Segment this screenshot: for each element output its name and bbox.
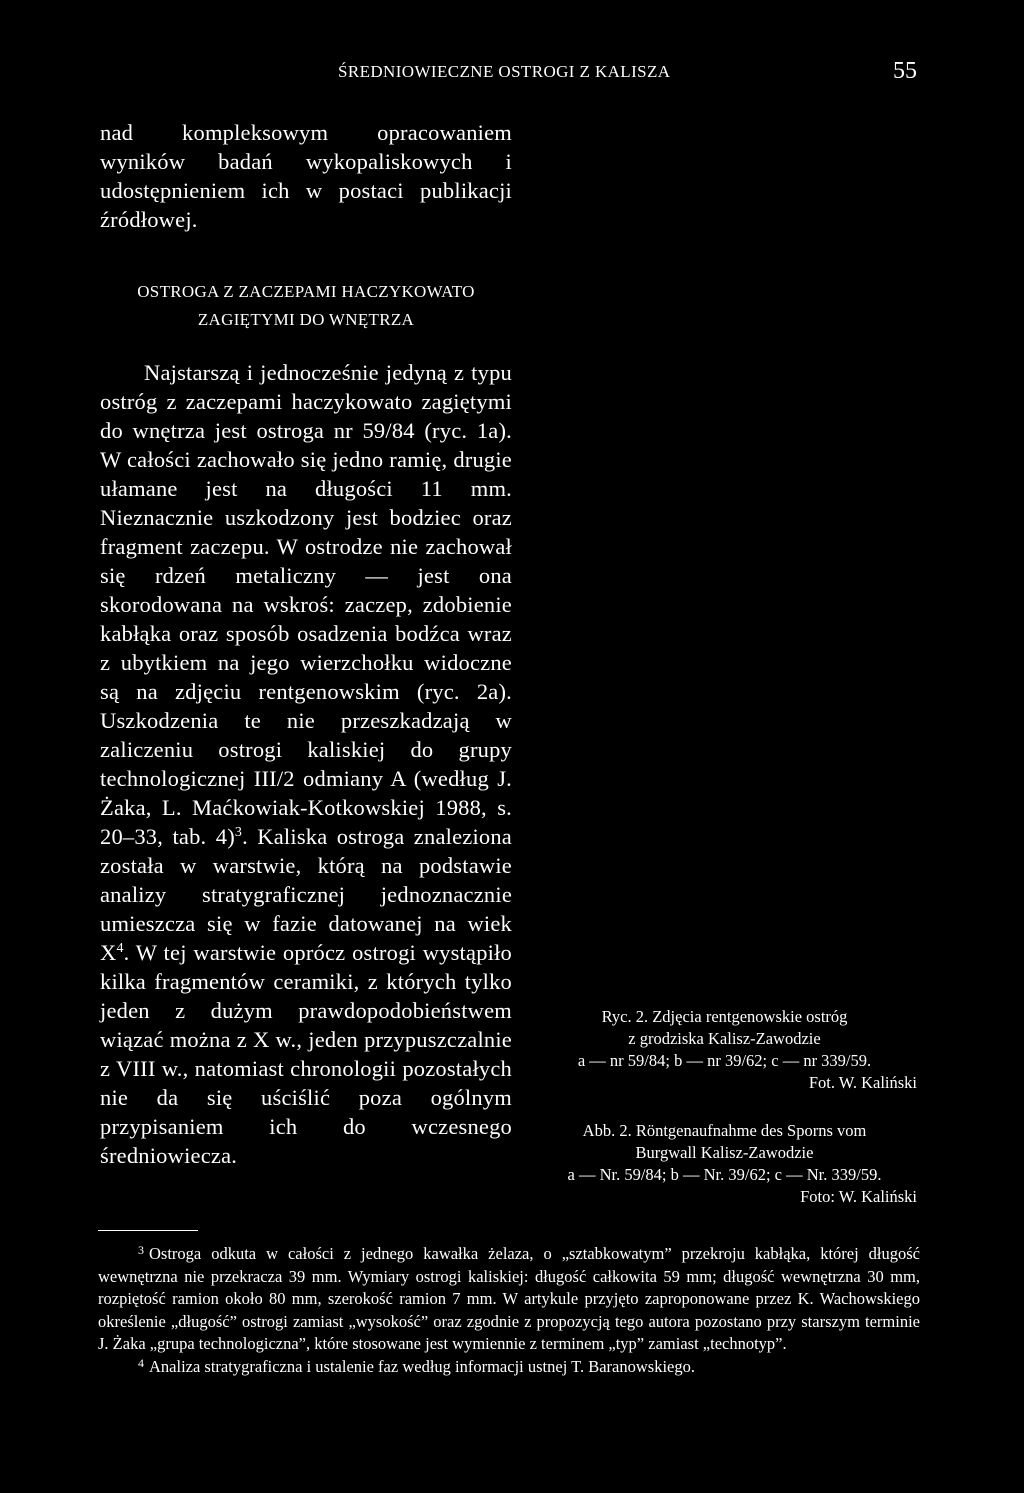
footnote-3-text: Ostroga odkuta w całości z jednego kawałka żelaza, o „sztabkowatym” przekroju kabłąka, której długość wewnętrzna nie przekracza 39 mm. Wymiary ostrogi kaliskiej: długość całkowita 59 mm; długość wewnętrzna 30 mm, rozpiętość ramion około 80 mm, szerokość ramion 7 mm. W artykule przyjęto zaproponowane przez K. Wachowskiego określenie „długość” ostrogi zamiast „wysokość” oraz zgodnie z propozycją tego autora pozostano przy starszym terminie J. Żaka „grupa technologiczna”, które stosowane jest wymiennie z terminem „typ” zamiast „technotyp”. — [98, 1244, 920, 1353]
footnotes — [98, 1243, 920, 1378]
figure-caption-german — [532, 1120, 917, 1208]
footnote-separator — [98, 1230, 198, 1231]
running-title: ŚREDNIOWIECZNE OSTROGI Z KALISZA — [338, 62, 671, 81]
footnote-3 — [98, 1243, 920, 1356]
footnote-4-text: Analiza stratygraficzna i ustalenie faz według informacji ustnej T. Baranowskiego. — [149, 1356, 695, 1376]
caption-de-line-2: Burgwall Kalisz-Zawodzie — [635, 1143, 814, 1162]
caption-de-line-3: a — Nr. 59/84; b — Nr. 39/62; c — Nr. 339/59. — [567, 1165, 882, 1184]
main-text-part-3: . W tej warstwie oprócz ostrogi wystąpiło kilka fragmentów ceramiki, z których tylko jeden z dużym prawdopodobieństwem wiązać można z X w., jeden przypuszczalnie z VIII w., natomiast chronologii pozostałych nie da się uściślić poza ogólnym przypisaniem ich do wczesnego średniowiecza. — [100, 940, 512, 1168]
caption-de-photo-credit: Foto: W. Kaliński — [800, 1187, 917, 1206]
figure-caption-polish — [532, 1006, 917, 1094]
footnote-ref-3[interactable]: 3 — [234, 825, 243, 840]
caption-pl-line-2: z grodziska Kalisz-Zawodzie — [628, 1029, 821, 1048]
page-number: 55 — [893, 58, 917, 84]
main-paragraph — [100, 358, 512, 1170]
footnote-3-mark: 3 — [138, 1243, 144, 1257]
section-heading — [100, 278, 512, 334]
main-text-part-1: Najstarszą i jednocześnie jedyną z typu ostróg z zaczepami haczykowato zagiętymi do wnętrza jest ostroga nr 59/84 (ryc. 1a). W całości zachowało się jedno ramię, drugie ułamane jest na długości 11 mm. Nieznacznie uszkodzony jest bodziec oraz fragment zaczepu. W ostrodze nie zachował się rdzeń metaliczny — jest ona skorodowana na wskroś: zaczep, zdobienie kabłąka oraz sposób osadzenia bodźca wraz z ubytkiem na jego wierzchołku widoczne są na zdjęciu rentgenowskim (ryc. 2a). Uszkodzenia te nie przeszkadzają w zaliczeniu ostrogi kaliskiej do grupy technologicznej III/2 odmiany A (według J. Żaka, L. Maćkowiak-Kotkowskiej 1988, s. 20–33, tab. 4) — [100, 360, 512, 849]
footnote-4-mark: 4 — [138, 1355, 144, 1370]
footnote-ref-4[interactable]: 4 — [116, 941, 124, 956]
caption-pl-line-1: Ryc. 2. Zdjęcia rentgenowskie ostróg — [601, 1007, 848, 1026]
intro-text: nad kompleksowym opracowaniem wyników badań wykopaliskowych i udostępnieniem ich w postaci publikacji źródłowej. — [100, 120, 512, 232]
intro-paragraph — [100, 118, 512, 234]
caption-de-line-1: Abb. 2. Röntgenaufnahme des Sporns vom — [582, 1121, 867, 1140]
caption-pl-line-3: a — nr 59/84; b — nr 39/62; c — nr 339/59. — [577, 1051, 872, 1070]
section-heading-line-1: OSTROGA Z ZACZEPAMI HACZYKOWATO — [137, 282, 475, 301]
caption-pl-photo-credit: Fot. W. Kaliński — [808, 1073, 917, 1092]
main-paragraph-text — [100, 358, 512, 1170]
main-text-part-2: . Kaliska ostroga znaleziona została w warstwie, którą na podstawie analizy stratygraficznej jednoznacznie umieszcza się w fazie datowanej na wiek X — [100, 824, 512, 965]
footnote-4 — [98, 1356, 920, 1379]
section-heading-line-2: ZAGIĘTYMI DO WNĘTRZA — [197, 310, 415, 329]
